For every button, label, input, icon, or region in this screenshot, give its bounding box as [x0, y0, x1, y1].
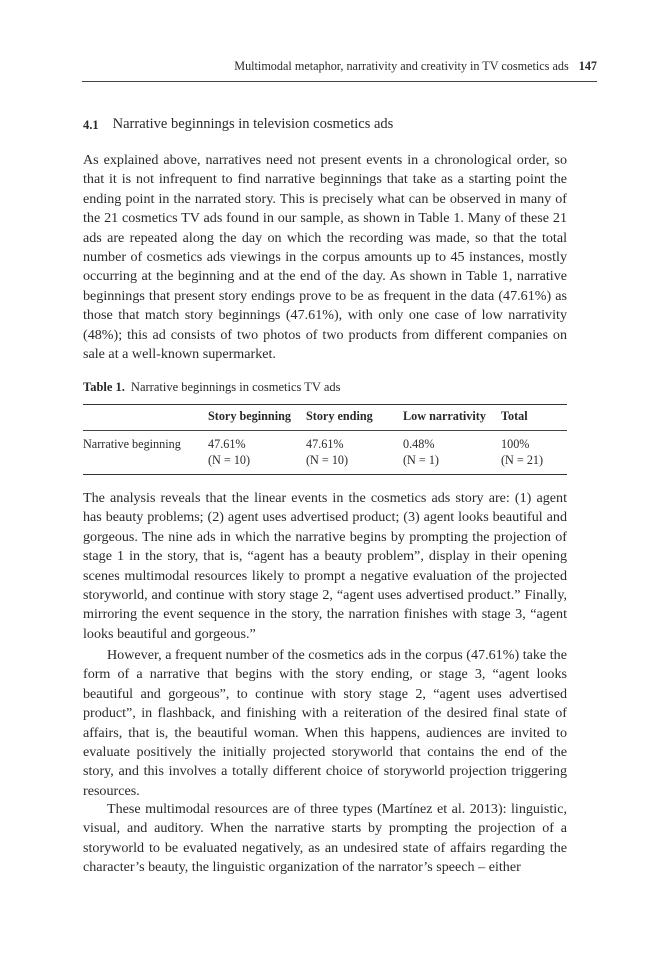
cell-count: (N = 10) [306, 453, 349, 467]
header-cell-empty [83, 405, 208, 431]
cell-story-beginning [208, 431, 306, 475]
results-table [83, 404, 567, 475]
header-story-ending: Story ending [306, 405, 403, 431]
cell-count: (N = 21) [501, 453, 544, 467]
section-heading [83, 116, 393, 134]
cell-count: (N = 1) [403, 453, 439, 467]
table-header-row [83, 405, 567, 431]
cell-total [501, 431, 567, 475]
table-label: Table 1. [83, 380, 125, 394]
cell-percent: 47.61% [306, 437, 344, 451]
cell-percent: 47.61% [208, 437, 246, 451]
cell-low-narrativity [403, 431, 501, 475]
table-caption [83, 380, 341, 395]
cell-story-ending [306, 431, 403, 475]
header-total: Total [501, 405, 567, 431]
running-head [82, 59, 597, 74]
table-caption-text: Narrative beginnings in cosmetics TV ads [130, 380, 341, 394]
page-number: 147 [578, 59, 597, 73]
running-head-title: Multimodal metaphor, narrativity and creativity in TV cosmetics ads [234, 59, 569, 73]
table-row [83, 431, 567, 475]
cell-percent: 0.48% [403, 437, 435, 451]
paragraph-4: These multimodal resources are of three types (Martínez et al. 2013): linguistic, visual, and auditory. When the narrative starts by prompting the projection of a storyworld to be evaluated negatively, as an undesired state of affairs regarding the character’s beauty, the linguistic organization of the narrator’s speech – either [83, 801, 567, 876]
row-label: Narrative beginning [83, 431, 208, 475]
section-title: Narrative beginnings in television cosmetics ads [112, 116, 394, 132]
paragraph-1: As explained above, narratives need not present events in a chronological order, so that it is not infrequent to find narrative beginnings that take as a starting point the ending point in the narrated story. This is precisely what can be observed in many of the 21 cosmetics TV ads found in our sample, as shown in Table 1. Many of these 21 ads are repeated along the day on which the recording was made, so that the total number of cosmetics ads viewings in the corpus amounts up to 45 instances, mostly occurring at the beginning and at the end of the day. As shown in Table 1, narrative beginnings that present story endings prove to be as frequent in the data (47.61%) as those that match story beginnings (47.61%), with only one case of low narrativity (48%); this ad consists of two photos of two products from different companies on sale at a well-known supermarket. [83, 152, 567, 363]
paragraph-2: The analysis reveals that the linear events in the cosmetics ads story are: (1) agent has beauty problems; (2) agent uses advertised product; (3) agent looks beautiful and gorgeous. The nine ads in which the narrative begins by prompting the projection of stage 1 in the story, that is, “agent has a beauty problem”, display in their opening scenes multimodal resources likely to prompt a negative evaluation of the projected storyworld, and continue with story stage 2, “agent uses advertised product.” Finally, mirroring the event sequence in the story, the narration finishes with stage 3, “agent looks beautiful and gorgeous.” [83, 490, 567, 642]
cell-percent: 100% [501, 437, 530, 451]
header-low-narrativity: Low narrativity [403, 405, 501, 431]
header-story-beginning: Story beginning [208, 405, 306, 431]
section-number: 4.1 [83, 118, 99, 132]
header-rule [82, 81, 597, 82]
cell-count: (N = 10) [208, 453, 251, 467]
paragraph-3: However, a frequent number of the cosmetics ads in the corpus (47.61%) take the form of a narrative that begins with the story ending, or stage 3, “agent looks beautiful and gorgeous”, to continue with story stage 2, “agent uses advertised product”, in flashback, and finishing with a reiteration of the desired final state of affairs, that is, the beautiful woman. When this happens, audiences are invited to evaluate positively the initially projected storyworld that contains the end of the story, and this involves a totally different choice of storyworld projection triggering resources. [83, 647, 567, 799]
